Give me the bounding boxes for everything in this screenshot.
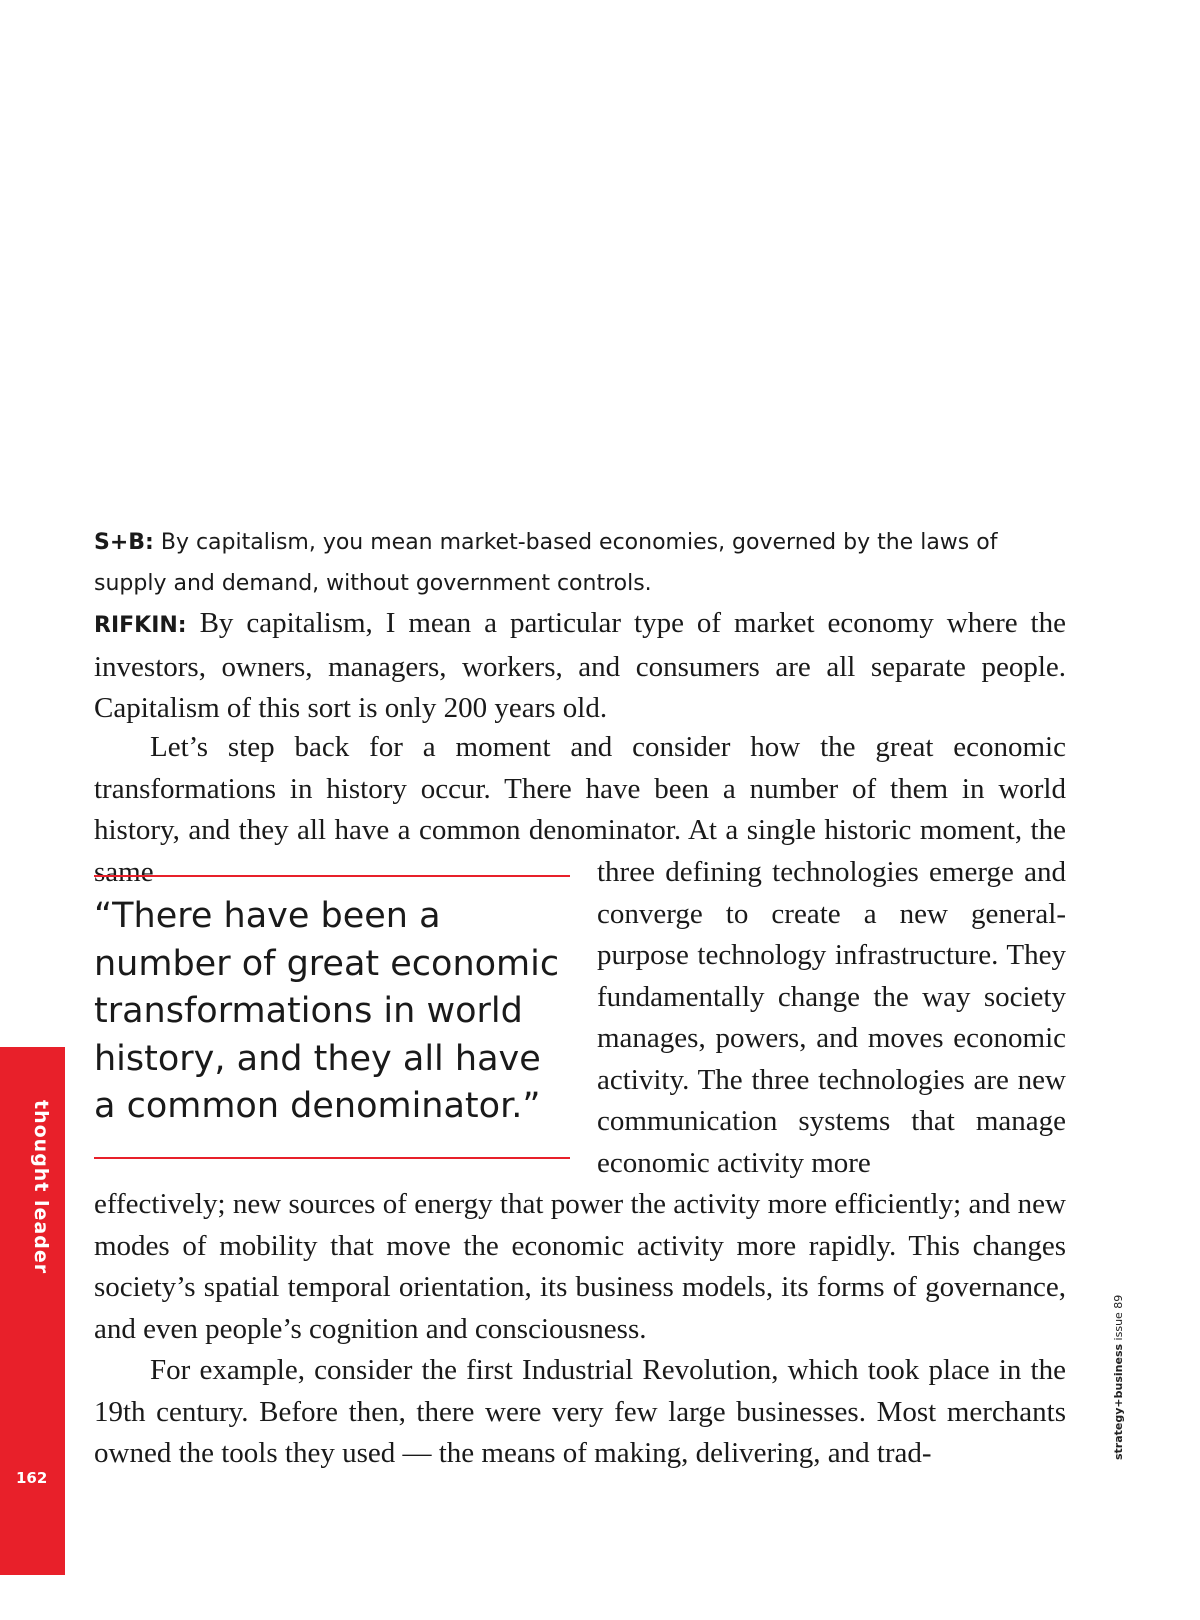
answer-paragraph-3: For example, consider the first Industrial Revolution, which took place in the 19th century. Before then, there were very few large businesses. Most merchants owned the tools they used — the means of making, delivering, and trad- <box>94 1354 1066 1469</box>
answer-paragraph-2-top: Let’s step back for a moment and consider how the great economic transformations in history occur. There have been a number of them in world history, and they all have a common denominator. At a single historic moment, the same <box>94 731 1066 888</box>
section-label: thought leader <box>30 1100 52 1275</box>
issue-number: issue 89 <box>1112 1294 1125 1341</box>
question-text: By capitalism, you mean market-based economies, governed by the laws of supply and demand, without government controls. <box>94 530 998 596</box>
answer-paragraph-2-bottom: effectively; new sources of energy that power the activity more efficiently; and new modes of mobility that move the economic activity more rapidly. This changes society’s spatial temporal orientation, its business models, its forms of governance, and even people’s cognition and consciousness. <box>94 1188 1066 1345</box>
running-foot <box>1112 1294 1132 1620</box>
answer-paragraph-1 <box>94 603 1066 730</box>
answer-text-1: By capitalism, I mean a particular type of market economy where the investors, owners, managers, workers, and consumers are all separate people. Capitalism of this sort is only 200 years old. <box>94 607 1066 724</box>
answer-speaker: RIFKIN: <box>94 613 187 638</box>
answer-paragraph-2-wrapped: three defining technologies emerge and converge to create a new general-purpose technology infrastructure. They fundamentally change the way society manages, powers, and moves economic activity. The three technologies are new communication systems that manage economic activity more <box>597 856 1066 1179</box>
pull-quote: “There have been a number of great economic transformations in world history, and they all have a common denominator.” <box>94 896 560 1126</box>
question-speaker: S+B: <box>94 530 154 555</box>
interview-question <box>94 522 1066 604</box>
running-foot-text <box>1112 1295 1125 1460</box>
pull-quote-top-rule <box>94 875 570 877</box>
section-label-container <box>12 1100 52 1275</box>
page-number: 162 <box>16 1469 48 1487</box>
publication-name: strategy+business <box>1112 1343 1125 1460</box>
pull-quote-bottom-rule <box>94 1157 570 1159</box>
